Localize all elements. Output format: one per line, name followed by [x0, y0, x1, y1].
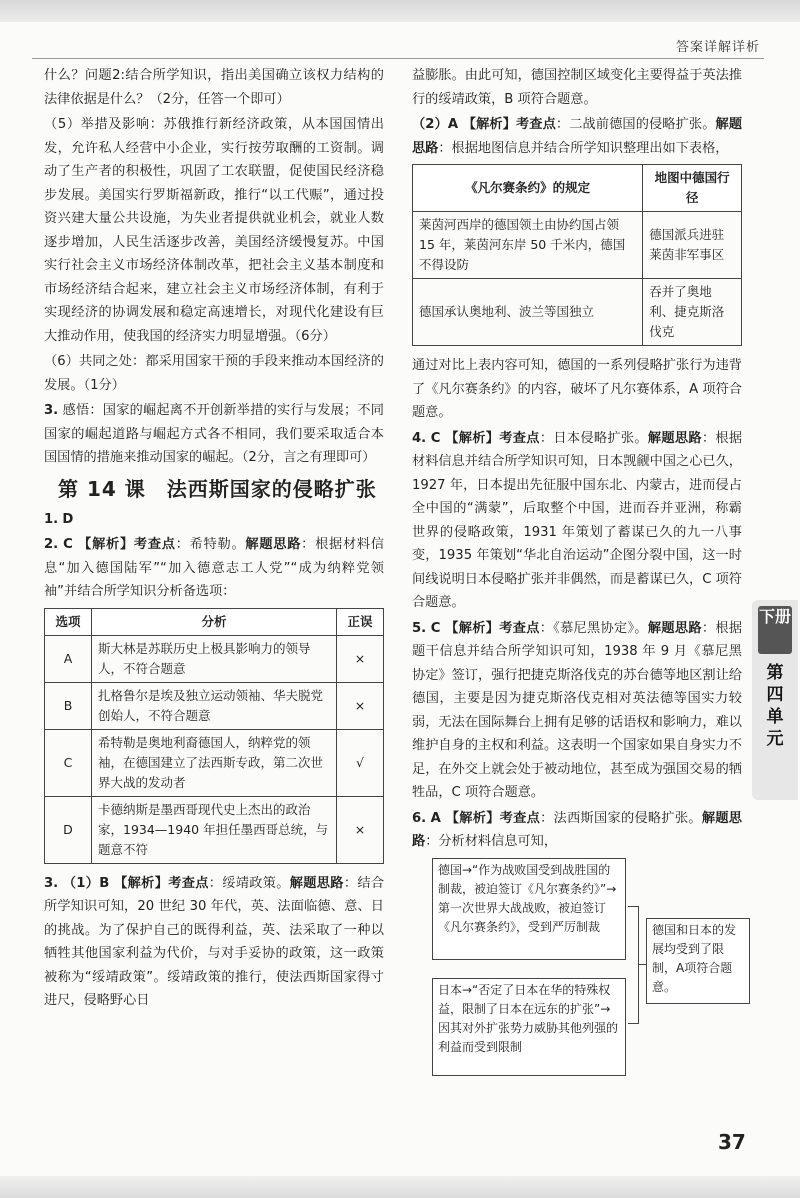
cell-option: A: [45, 635, 92, 682]
a4-key2: 解题思路: [647, 430, 702, 446]
table-row: [45, 682, 384, 729]
cell-analysis: 卡德纳斯是墨西哥现代史上杰出的政治家，1934—1940 年担任墨西哥总统，与题意不符: [92, 796, 337, 863]
cell-option: B: [45, 682, 92, 729]
p2-head: （2）A 【解析】: [412, 117, 516, 132]
answer-1: [44, 508, 384, 532]
th-germany-action: 地图中德国行径: [643, 165, 742, 212]
lesson-title: 第 14 课 法西斯国家的侵略扩张: [58, 476, 377, 501]
p2-key1: 考查点: [516, 117, 556, 132]
table-row: [413, 279, 742, 346]
answer-4: [412, 427, 742, 615]
a4-text2: ：根据材料信息并结合所学知识可知，日本觊觎中国之心已久，1927 年，日本提出先征服中国东北、内蒙古，进而侵占全中国的“满蒙”，后取整个中国，进而吞并亚洲，称霸世界的侵略政策，1931 年策划了蓄谋已久的九一八事变，1935 年策划“华北自治运动”企图分裂中国，这一时间线说明日本侵略扩张并非偶然，而是蓄谋已久，C 项符合题意。: [412, 430, 743, 610]
a6-head: A 【解析】: [430, 810, 500, 826]
cell-verdict: ×: [337, 796, 384, 863]
answer-6: [412, 807, 742, 854]
answer-3-2: [412, 113, 742, 160]
table-row: [45, 796, 384, 863]
left-column: [44, 64, 384, 1015]
a3-text1: ：绥靖政策。: [208, 875, 290, 891]
analysis-flow-diagram: [432, 858, 742, 1070]
p2-text1: ：二战前德国的侵略扩张。: [555, 117, 716, 132]
a1-answer: D: [62, 511, 74, 527]
flow-brace: [628, 906, 639, 1024]
flow-germany-box: 德国→“作为战败国受到战胜国的制裁，被迫签订《凡尔赛条约》”→第一次世界大战战败，被迫签订《凡尔赛条约》，受到严厉制裁: [432, 858, 626, 960]
table-header-row: [45, 608, 384, 635]
book-tab: 下册: [758, 606, 792, 654]
cell-action: 德国派兵进驻莱茵非军事区: [643, 212, 742, 279]
a5-head: C 【解析】: [430, 620, 500, 636]
answer-5: [412, 617, 742, 805]
cell-option: D: [45, 796, 92, 863]
flow-connector: [638, 964, 646, 965]
table-row: [45, 729, 384, 796]
a1-number: 1.: [44, 511, 59, 527]
a3-head: （1）B 【解析】: [62, 875, 169, 891]
versailles-table: [412, 164, 742, 346]
a5-text2: ：根据题干信息并结合所学知识可知，1938 年 9 月《慕尼黑协定》签订，强行把捷克斯洛伐克的苏台德等地区割让给德国，主要是因为捷克斯洛伐克相对英法德等国实力较弱，无法在国际舞台上拥有足够的话语权和影响力，难以维护自身的主权和利益。这表明一个国家如果自身实力不足，在外交上就会处于被动地位，甚至成为强国交易的牺牲品，C 项符合题意。: [412, 620, 743, 800]
answer-2: [44, 533, 384, 604]
q3-number: 3.: [44, 403, 59, 418]
page-header: 答案详解详析: [675, 40, 760, 55]
flow-result-box: 德国和日本的发展均受到了限制，A项符合题意。: [646, 918, 750, 1004]
options-table: [44, 608, 384, 864]
a3-text2: ：结合所学知识可知，20 世纪 30 年代，英、法面临德、意、日的挑战。为了保护自己的既得利益，英、法采取了一种以牺牲其他国家利益为代价，与对手妥协的政策，这一政策被称为“绥靖政策”。绥靖政策的推行，使法西斯国家得寸进尺，侵略野心日: [44, 875, 385, 1008]
a4-text1: ：日本侵略扩张。: [539, 430, 648, 446]
flow-japan-box: 日本→“否定了日本在华的特殊权益，限制了日本在远东的扩张”→因其对外扩张势力威胁其他列强的利益而受到限制: [432, 978, 626, 1076]
th-analysis: 分析: [92, 608, 337, 635]
table-header-row: [413, 165, 742, 212]
a4-key1: 考查点: [499, 430, 540, 446]
header-divider: [32, 58, 764, 59]
cell-analysis: 扎格鲁尔是埃及独立运动领袖、华夫脱党创始人，不符合题意: [92, 682, 337, 729]
cell-verdict: √: [337, 729, 384, 796]
cell-analysis: 斯大林是苏联历史上极具影响力的领导人，不符合题意: [92, 635, 337, 682]
cell-treaty: 莱茵河西岸的德国领土由协约国占领 15 年，莱茵河东岸 50 千米内，德国不得设防: [413, 212, 643, 279]
p2-text2: ：根据地图信息并结合所学知识整理出如下表格，: [438, 140, 729, 156]
cell-analysis: 希特勒是奥地利裔德国人，纳粹党的领袖，在德国建立了法西斯专政，第二次世界大战的发动者: [92, 729, 337, 796]
unit-tab: 第四单元: [766, 663, 784, 749]
a6-text1: ：法西斯国家的侵略扩张。: [540, 810, 702, 826]
left-p1: 什么？问题2:结合所学知识，指出美国确立该权力结构的法律依据是什么？（2分，任答一个即可）: [44, 68, 384, 107]
a4-head: C 【解析】: [430, 430, 500, 446]
unit-side-tab: [752, 600, 798, 800]
cell-action: 吞并了奥地利、捷克斯洛伐克: [643, 279, 742, 346]
scan-top-edge: [0, 0, 800, 22]
page-number: 37: [718, 1130, 746, 1154]
left-p2: （5）举措及影响：苏俄推行新经济政策，从本国国情出发，允许私人经营中小企业，实行按劳取酬的工资制。调动了生产者的积极性，巩固了工农联盟，促使国民经济稳步发展。美国实行罗斯福新政，推行“以工代赈”，通过投资兴建大量公共设施，为失业者提供就业机会，就业人数逐步增加，人民生活逐步改善，美国经济缓慢复苏。中国实行社会主义市场经济体制改革，把社会主义基本制度和市场经济结合起来，建立社会主义市场经济体制，有利于实现经济的协调发展和稳定高速增长，对现代化建设有巨大推动作用，使我国的经济实力明显增强。（6分）: [44, 117, 384, 344]
table-row: [413, 212, 742, 279]
question-3: [44, 399, 384, 470]
a2-key2: 解题思路: [245, 537, 302, 552]
p2-key2: 解题思路: [412, 117, 743, 156]
right-p1: 益膨胀。由此可知，德国控制区域变化主要得益于英法推行的绥靖政策，B 项符合题意。: [412, 68, 742, 107]
a2-key1: 考查点: [133, 537, 176, 552]
a2-head: C 【解析】: [63, 537, 134, 552]
cell-treaty: 德国承认奥地利、波兰等国独立: [413, 279, 643, 346]
cell-option: C: [45, 729, 92, 796]
left-p3: （6）共同之处：都采用国家干预的手段来推动本国经济的发展。（1分）: [44, 354, 384, 393]
a3-key2: 解题思路: [289, 875, 344, 891]
a2-number: 2.: [44, 537, 59, 552]
th-treaty: 《凡尔赛条约》的规定: [413, 165, 643, 212]
a2-text1: ：希特勒。: [175, 537, 246, 552]
a2-text2: ：根据材料信息“加入德国陆军”“加入德意志工人党”“成为纳粹党领袖”并结合所学知识分析备选项：: [44, 537, 385, 599]
th-option: 选项: [45, 608, 92, 635]
th-verdict: 正误: [337, 608, 384, 635]
q3-text: 感悟：国家的崛起离不开创新举措的实行与发展；不同国家的崛起道路与崛起方式各不相同，我们要采取适合本国国情的措施来推动国家的崛起。（2分，言之有理即可）: [44, 403, 384, 465]
a4-number: 4.: [412, 430, 427, 446]
a6-text2: ：分析材料信息可知，: [425, 834, 558, 849]
cell-verdict: ×: [337, 682, 384, 729]
cell-verdict: ×: [337, 635, 384, 682]
right-column: [412, 64, 742, 1070]
right-p3: 通过对比上表内容可知，德国的一系列侵略扩张行为违背了《凡尔赛条约》的内容，破坏了凡尔赛体系，A 项符合题意。: [412, 358, 742, 420]
answer-3: [44, 872, 384, 1013]
a6-key1: 考查点: [499, 810, 541, 826]
a3-number: 3.: [44, 875, 59, 891]
scan-bottom-edge: [0, 1176, 800, 1198]
a6-key2: 解题思路: [412, 810, 742, 849]
a3-key1: 考查点: [168, 875, 209, 891]
table-row: [45, 635, 384, 682]
a6-number: 6.: [412, 810, 427, 826]
a5-text1: ：《慕尼黑协定》。: [539, 620, 648, 636]
a5-key1: 考查点: [499, 620, 540, 636]
a5-number: 5.: [412, 620, 427, 636]
a5-key2: 解题思路: [647, 620, 702, 636]
